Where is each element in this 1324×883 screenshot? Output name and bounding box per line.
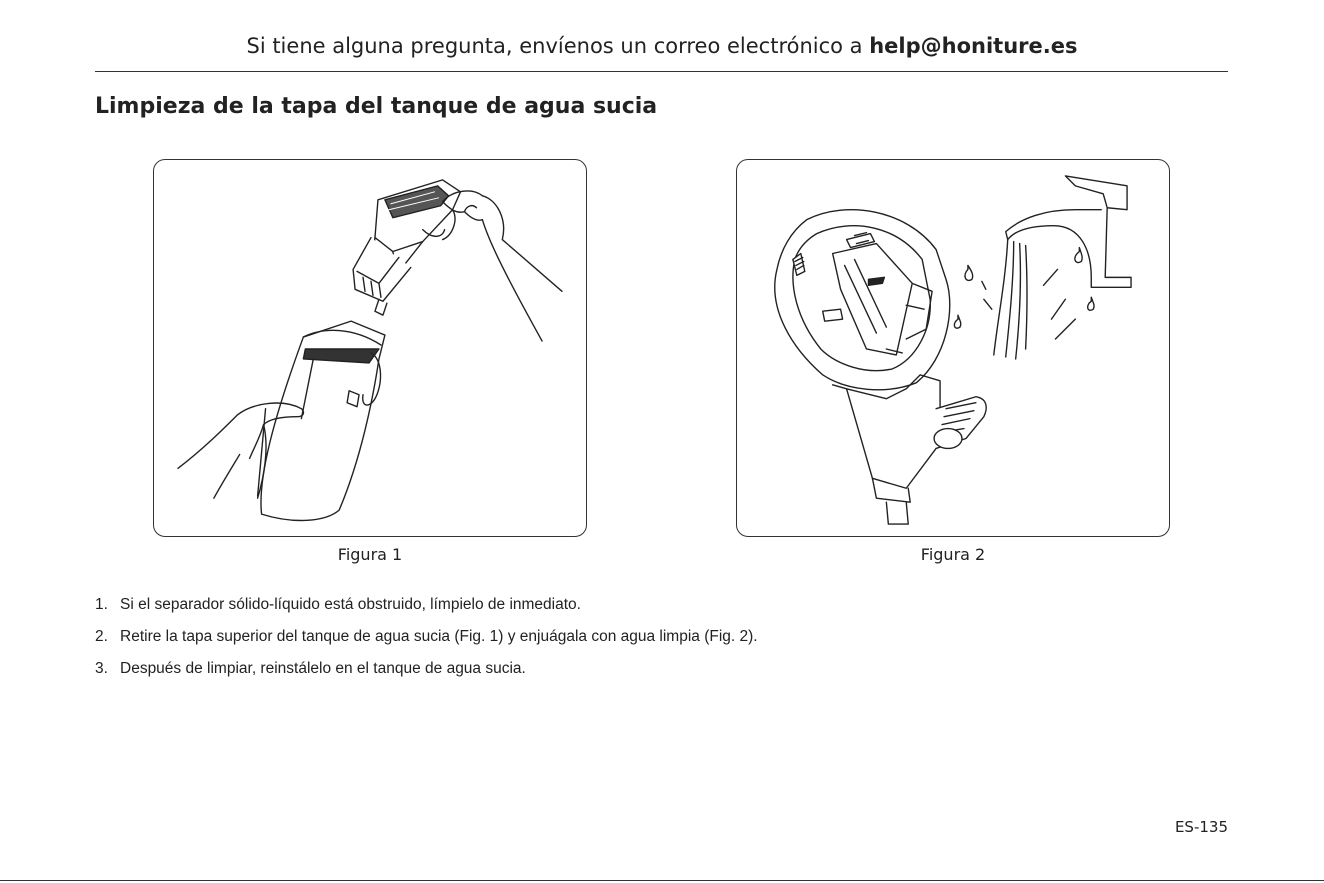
figure-1-illustration xyxy=(153,159,587,537)
list-item xyxy=(95,626,1195,658)
figure-2-caption: Figura 2 xyxy=(920,545,986,564)
step-number: 3. xyxy=(95,660,108,677)
step-number: 1. xyxy=(95,596,108,613)
contact-text: Si tiene alguna pregunta, envíenos un correo electrónico a xyxy=(246,34,870,58)
step-number: 2. xyxy=(95,628,108,645)
contact-line xyxy=(0,34,1324,58)
footer-divider xyxy=(0,880,1324,881)
list-item xyxy=(95,658,1195,690)
list-item xyxy=(95,594,1195,626)
step-text: Retire la tapa superior del tanque de agua sucia (Fig. 1) y enjuágala con agua limpia (Fig. 2). xyxy=(120,628,758,645)
figure-2-illustration xyxy=(736,159,1170,537)
section-title: Limpieza de la tapa del tanque de agua sucia xyxy=(95,94,658,119)
instruction-list xyxy=(95,594,1195,690)
figure-1-caption: Figura 1 xyxy=(337,545,403,564)
header-divider xyxy=(95,71,1228,72)
step-text: Si el separador sólido-líquido está obstruido, límpielo de inmediato. xyxy=(120,596,581,613)
support-email-link[interactable]: help@honiture.es xyxy=(869,34,1078,58)
page-number: ES-135 xyxy=(1174,818,1228,836)
step-text: Después de limpiar, reinstálelo en el tanque de agua sucia. xyxy=(120,660,526,677)
